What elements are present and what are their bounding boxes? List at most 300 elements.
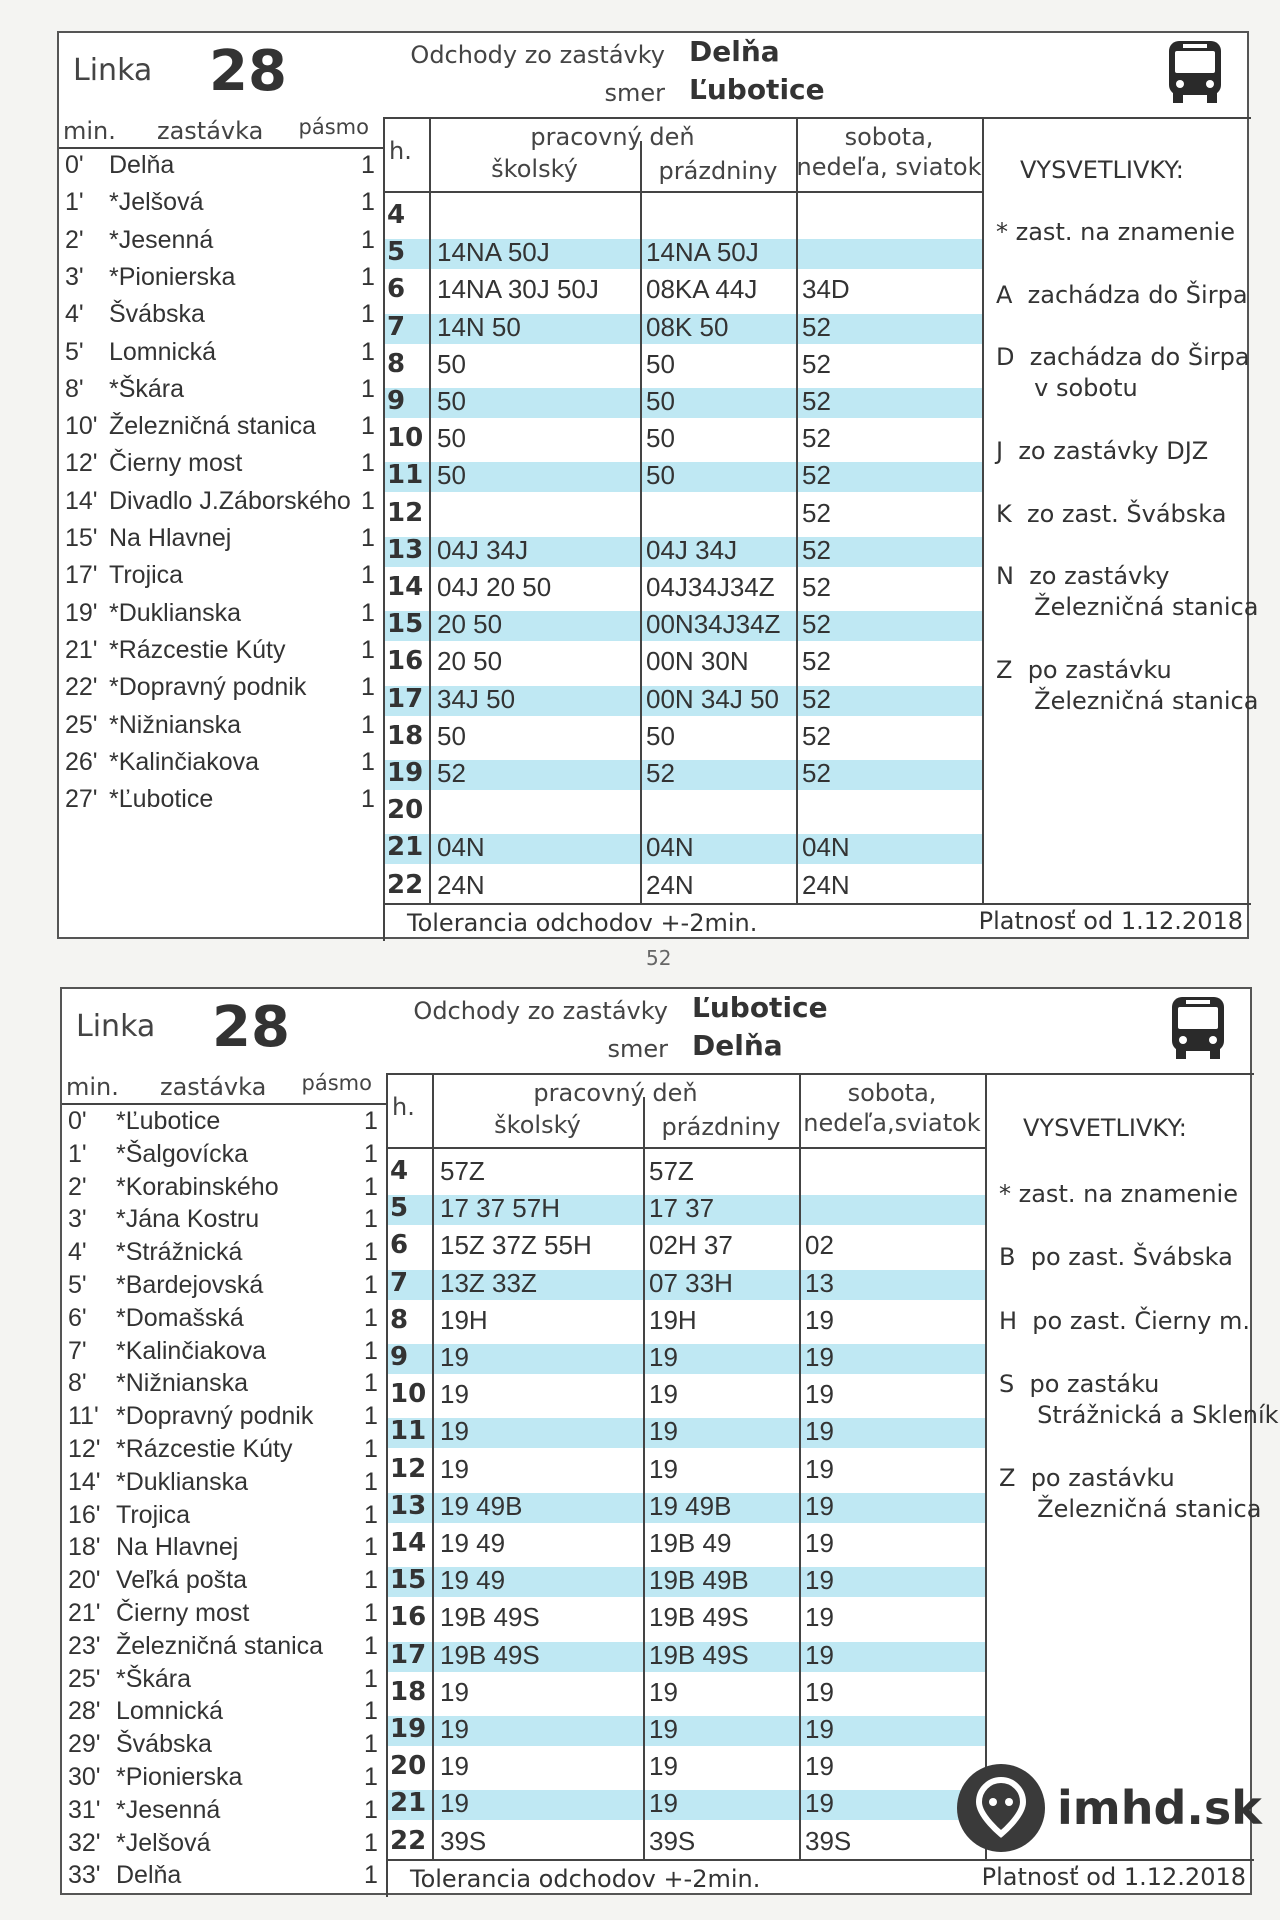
- timetable-row: [383, 458, 982, 495]
- weekend-departures: 52: [802, 646, 831, 677]
- hour-cell: 15: [390, 1565, 427, 1596]
- workday-header: pracovný deň: [533, 1079, 698, 1107]
- stop-name: *Korabinského: [116, 1172, 279, 1201]
- holiday-departures: 00N 34J 50: [646, 683, 779, 714]
- hour-cell: 12: [390, 1453, 427, 1484]
- holiday-departures: 50: [646, 720, 675, 751]
- legend-item: Z po zastávku Železničná stanica: [996, 656, 1259, 715]
- hour-cell: 13: [387, 534, 424, 565]
- page-number: 52: [646, 946, 672, 970]
- stop-zone: 1: [364, 1139, 378, 1168]
- weekend-departures: 19: [805, 1379, 834, 1410]
- school-departures: 50: [437, 348, 466, 379]
- stop-minute: 20': [68, 1566, 101, 1595]
- workday-header: pracovný deň: [530, 123, 695, 151]
- validity-date: Platnosť od 1.12.2018: [978, 907, 1243, 935]
- school-departures: 14N 50: [437, 311, 521, 342]
- weekend-departures: 52: [802, 497, 831, 528]
- stop-zone: 1: [361, 635, 375, 664]
- stop-minute: 22': [65, 673, 98, 702]
- weekend-departures: 19: [805, 1416, 834, 1447]
- timetable-row: [383, 421, 982, 458]
- school-departures: 19H: [440, 1304, 488, 1335]
- stop-zone: 1: [364, 1336, 378, 1365]
- weekend-departures: 34D: [802, 274, 850, 305]
- tolerance-note: Tolerancia odchodov +-2min.: [407, 909, 758, 937]
- stop-zone: 1: [364, 1730, 378, 1759]
- line-label: Linka: [76, 1009, 156, 1044]
- timetable-row: [383, 310, 982, 347]
- legend-item: A zachádza do Širpa: [996, 281, 1248, 309]
- weekend-departures: 52: [802, 423, 831, 454]
- stop-minute: 28': [68, 1697, 101, 1726]
- timetable-row: [386, 1377, 985, 1414]
- weekend-header-2: nedeľa, sviatok: [796, 153, 982, 181]
- hour-cell: 10: [387, 423, 424, 454]
- stop-name: *Jána Kostru: [116, 1205, 260, 1234]
- weekend-header-1: sobota,: [847, 1079, 937, 1107]
- imhd-brand-logo[interactable]: [955, 1762, 1262, 1854]
- stop-minute: 5': [68, 1271, 87, 1299]
- stop-name: *Dopravný podnik: [109, 673, 307, 702]
- stop-header-divider: [59, 147, 383, 149]
- stop-zone: 1: [361, 412, 375, 441]
- holiday-header: prázdniny: [658, 157, 778, 185]
- direction-label: smer: [607, 1035, 668, 1063]
- stop-name: *Dopravný podnik: [116, 1402, 314, 1431]
- stop-name: Delňa: [109, 151, 175, 179]
- timetable-row: [383, 384, 982, 421]
- hour-cell: 8: [390, 1304, 409, 1335]
- holiday-departures: 00N34J34Z: [646, 609, 781, 640]
- timetable-lubotice-to-delna: [60, 987, 1279, 1895]
- school-departures: 57Z: [440, 1156, 485, 1186]
- holiday-departures: 04N: [646, 832, 694, 863]
- school-departures: 19: [440, 1453, 469, 1484]
- stop-zone: 1: [364, 1795, 378, 1824]
- stop-name: Lomnická: [109, 337, 216, 366]
- stop-zone: 1: [364, 1172, 378, 1201]
- timetable-row: [383, 644, 982, 681]
- stop-minute: 25': [65, 710, 98, 739]
- stop-zone: 1: [361, 747, 375, 776]
- hour-cell: 9: [390, 1342, 409, 1372]
- departures-label: Odchody zo zastávky: [410, 41, 665, 69]
- timetable-row: [386, 1563, 985, 1600]
- weekend-departures: 13: [805, 1267, 834, 1298]
- stop-name: Železničná stanica: [109, 412, 317, 441]
- school-departures: 04J 20 50: [437, 572, 552, 602]
- holiday-departures: 14NA 50J: [646, 237, 759, 268]
- stop-header-zone: pásmo: [298, 115, 369, 139]
- legend-divider: [982, 117, 984, 903]
- stop-header-min: min.: [63, 117, 116, 145]
- weekend-departures: 39S: [805, 1825, 852, 1856]
- line-label: Linka: [73, 53, 153, 88]
- timetable-row: [386, 1600, 985, 1637]
- stop-name: Železničná stanica: [116, 1631, 324, 1660]
- stop-name: Na Hlavnej: [116, 1533, 239, 1562]
- timetable-row: [383, 533, 982, 570]
- stop-zone: 1: [361, 300, 375, 329]
- school-departures: 15Z 37Z 55H: [440, 1230, 592, 1261]
- hour-header: h.: [392, 1093, 415, 1121]
- stop-minute: 18': [68, 1533, 101, 1562]
- legend-item: * zast. na znamenie: [999, 1180, 1238, 1208]
- stop-minute: 10': [65, 412, 98, 441]
- school-departures: 50: [437, 720, 466, 751]
- validity-date: Platnosť od 1.12.2018: [981, 1863, 1246, 1891]
- timetable-row: [383, 198, 982, 235]
- stop-name: Trojica: [116, 1500, 191, 1529]
- school-departures: 14NA 50J: [437, 237, 550, 268]
- school-departures: 19: [440, 1714, 469, 1744]
- weekend-departures: 52: [802, 572, 831, 602]
- holiday-departures: 19: [649, 1342, 678, 1372]
- stop-minute: 33': [68, 1861, 101, 1890]
- holiday-departures: 50: [646, 460, 675, 491]
- stop-minute: 17': [65, 561, 98, 590]
- timetable-row: [386, 1191, 985, 1228]
- stop-zone: 1: [364, 1435, 378, 1463]
- holiday-departures: 19: [649, 1379, 678, 1410]
- hour-cell: 17: [390, 1639, 427, 1670]
- hour-cell: 18: [390, 1676, 427, 1707]
- holiday-departures: 19B 49S: [649, 1639, 749, 1670]
- stop-minute: 2': [68, 1172, 87, 1201]
- stop-header-zone: pásmo: [301, 1071, 372, 1095]
- hour-cell: 4: [387, 200, 406, 230]
- holiday-departures: 08KA 44J: [646, 274, 758, 305]
- stop-minute: 12': [65, 449, 98, 478]
- weekend-departures: 19: [805, 1304, 834, 1335]
- holiday-departures: 00N 30N: [646, 646, 749, 677]
- holiday-departures: 19: [649, 1676, 678, 1707]
- holiday-departures: 17 37: [649, 1193, 715, 1224]
- stop-zone: 1: [364, 1631, 378, 1660]
- hour-cell: 7: [387, 311, 406, 342]
- school-departures: 17 37 57H: [440, 1193, 560, 1224]
- stop-minute: 2': [65, 225, 84, 254]
- timetable-row: [386, 1489, 985, 1526]
- weekend-departures: 19: [805, 1788, 834, 1819]
- hour-cell: 22: [390, 1825, 427, 1856]
- stop-minute: 1': [65, 188, 84, 217]
- stop-minute: 30': [68, 1763, 101, 1791]
- stop-name: Na Hlavnej: [109, 524, 232, 552]
- stop-minute: 14': [65, 486, 98, 515]
- holiday-departures: 02H 37: [649, 1230, 733, 1261]
- stop-name: Čierny most: [109, 449, 243, 478]
- stop-name: *Jelšová: [109, 188, 204, 217]
- line-number: 28: [209, 39, 287, 104]
- legend-item: J zo zastávky DJZ: [996, 437, 1209, 465]
- stop-minute: 21': [65, 635, 98, 664]
- timetable-row: [386, 1303, 985, 1340]
- direction-stop: Ľubotice: [689, 73, 825, 106]
- stop-zone: 1: [361, 598, 375, 627]
- hour-cell: 12: [387, 497, 424, 528]
- stop-minute: 1': [68, 1139, 87, 1168]
- stop-zone: 1: [361, 710, 375, 739]
- stop-name: *Rázcestie Kúty: [116, 1435, 293, 1463]
- weekend-departures: 52: [802, 683, 831, 714]
- timetable-row: [383, 793, 982, 830]
- hour-cell: 22: [387, 869, 424, 900]
- stop-name: Švábska: [116, 1730, 212, 1759]
- school-departures: 34J 50: [437, 683, 516, 714]
- holiday-departures: 19: [649, 1788, 678, 1819]
- hour-cell: 5: [387, 237, 406, 268]
- hour-header: h.: [389, 137, 412, 165]
- stop-zone: 1: [361, 673, 375, 702]
- hour-cell: 4: [390, 1156, 409, 1186]
- legend-item: H po zast. Čierny m.: [999, 1307, 1251, 1335]
- school-departures: 50: [437, 423, 466, 454]
- timetable-row: [383, 719, 982, 756]
- hour-cell: 11: [387, 460, 424, 491]
- stop-zone: 1: [361, 262, 375, 291]
- stop-zone: 1: [361, 337, 375, 366]
- stop-zone: 1: [364, 1861, 378, 1890]
- timetable-row: [386, 1749, 985, 1786]
- hour-cell: 21: [390, 1788, 427, 1819]
- school-departures: 19: [440, 1676, 469, 1707]
- stop-zone: 1: [364, 1107, 378, 1135]
- stop-name: Švábska: [109, 300, 205, 329]
- timetable-row: [386, 1638, 985, 1675]
- stop-zone: 1: [364, 1763, 378, 1791]
- stop-name: *Pionierska: [116, 1763, 243, 1791]
- imhd-logo-icon: [955, 1762, 1047, 1854]
- stop-minute: 0': [68, 1107, 87, 1135]
- hour-cell: 15: [387, 609, 424, 640]
- stop-minute: 3': [65, 262, 84, 291]
- stop-zone: 1: [361, 225, 375, 254]
- school-departures: 13Z 33Z: [440, 1267, 537, 1298]
- school-departures: 50: [437, 460, 466, 491]
- stop-zone: 1: [364, 1369, 378, 1398]
- stop-minute: 11': [68, 1402, 99, 1431]
- stop-zone: 1: [364, 1828, 378, 1857]
- hour-cell: 20: [387, 795, 424, 826]
- timetable-row: [386, 1824, 985, 1861]
- stop-header-min: min.: [66, 1073, 119, 1101]
- legend-divider: [985, 1073, 987, 1859]
- stop-zone: 1: [361, 486, 375, 515]
- school-departures: 19: [440, 1788, 469, 1819]
- holiday-departures: 07 33H: [649, 1267, 733, 1298]
- hour-cell: 17: [387, 683, 424, 714]
- legend-item: S po zastáku Strážnická a Skleník: [999, 1370, 1279, 1429]
- weekend-departures: 52: [802, 534, 831, 565]
- stop-name: Čierny most: [116, 1599, 250, 1627]
- legend-title: VYSVETLIVKY:: [1020, 156, 1184, 184]
- hour-cell: 19: [390, 1714, 427, 1744]
- holiday-departures: 19: [649, 1714, 678, 1744]
- hour-cell: 14: [387, 572, 424, 602]
- stop-name: *Domašská: [116, 1303, 244, 1332]
- stop-zone: 1: [361, 524, 375, 552]
- direction-stop: Delňa: [692, 1029, 783, 1062]
- stop-minute: 3': [68, 1205, 87, 1234]
- school-departures: 52: [437, 758, 466, 788]
- stop-minute: 16': [68, 1500, 101, 1529]
- timetable-row: [386, 1154, 985, 1191]
- hour-cell: 21: [387, 832, 424, 863]
- timetable-row: [386, 1340, 985, 1377]
- timetable-row: [383, 830, 982, 867]
- timetable-row: [383, 347, 982, 384]
- timetable-row: [383, 756, 982, 793]
- stop-zone: 1: [361, 151, 375, 179]
- stop-name: *Jelšová: [116, 1828, 211, 1857]
- stop-zone: 1: [364, 1697, 378, 1726]
- holiday-departures: 50: [646, 348, 675, 379]
- table-header-divider: [383, 191, 982, 193]
- school-departures: 19: [440, 1751, 469, 1782]
- timetable-delna-to-lubotice: [57, 31, 1259, 939]
- legend-item: N zo zastávky Železničná stanica: [996, 562, 1259, 621]
- school-departures: 24N: [437, 869, 485, 900]
- stop-minute: 29': [68, 1730, 101, 1759]
- tolerance-note: Tolerancia odchodov +-2min.: [410, 1865, 761, 1893]
- stop-name: *Duklianska: [116, 1467, 249, 1496]
- weekend-header-1: sobota,: [844, 123, 934, 151]
- holiday-departures: 19: [649, 1751, 678, 1782]
- direction-label: smer: [604, 79, 665, 107]
- from-stop: Delňa: [689, 35, 780, 68]
- stop-name: *Duklianska: [109, 598, 242, 627]
- timetable-row: [383, 868, 982, 905]
- holiday-departures: 50: [646, 423, 675, 454]
- school-departures: 19 49: [440, 1528, 506, 1558]
- holiday-departures: 52: [646, 758, 675, 788]
- timetable-row: [383, 682, 982, 719]
- school-departures: 20 50: [437, 646, 503, 677]
- stop-minute: 27': [65, 785, 98, 814]
- weekend-departures: 19: [805, 1602, 834, 1633]
- weekend-departures: 52: [802, 758, 831, 788]
- weekend-departures: 52: [802, 460, 831, 491]
- stop-name: *Jesenná: [116, 1795, 221, 1824]
- weekend-departures: 52: [802, 386, 831, 416]
- weekend-header-2: nedeľa,sviatok: [803, 1109, 981, 1137]
- stop-minute: 26': [65, 747, 98, 776]
- school-departures: 19: [440, 1416, 469, 1447]
- hour-cell: 6: [387, 274, 406, 305]
- holiday-departures: 04J 34J: [646, 534, 738, 565]
- hour-cell: 6: [390, 1230, 409, 1261]
- stop-zone: 1: [364, 1664, 378, 1693]
- stop-name: *Ľubotice: [109, 785, 214, 814]
- timetable-row: [386, 1526, 985, 1563]
- school-departures: 50: [437, 386, 466, 416]
- weekend-departures: 19: [805, 1453, 834, 1484]
- timetable-row: [383, 235, 982, 272]
- stop-zone: 1: [361, 785, 375, 814]
- weekend-departures: 19: [805, 1565, 834, 1596]
- holiday-departures: 08K 50: [646, 311, 729, 342]
- stop-zone: 1: [364, 1402, 378, 1431]
- weekend-departures: 19: [805, 1528, 834, 1558]
- timetable-row: [386, 1414, 985, 1451]
- stop-zone: 1: [364, 1238, 378, 1267]
- weekend-departures: 24N: [802, 869, 850, 900]
- hour-cell: 18: [387, 720, 424, 751]
- stop-zone: 1: [361, 374, 375, 403]
- stop-header-stop: zastávka: [157, 117, 264, 145]
- school-departures: 19B 49S: [440, 1639, 540, 1670]
- legend-item: B po zast. Švábska: [999, 1243, 1233, 1271]
- stop-minute: 8': [68, 1369, 87, 1398]
- timetable-row: [386, 1786, 985, 1823]
- weekend-departures: 19: [805, 1342, 834, 1372]
- stop-name: *Strážnická: [116, 1238, 243, 1267]
- stop-name: *Šalgovícka: [116, 1139, 249, 1168]
- hour-cell: 5: [390, 1193, 409, 1224]
- weekend-departures: 02: [805, 1230, 834, 1261]
- stop-name: Delňa: [116, 1861, 182, 1890]
- stop-zone: 1: [364, 1599, 378, 1627]
- stop-zone: 1: [364, 1500, 378, 1529]
- holiday-departures: 19H: [649, 1304, 697, 1335]
- school-header: školský: [491, 155, 578, 183]
- stop-name: *Nižnianska: [116, 1369, 249, 1398]
- timetable-row: [386, 1228, 985, 1265]
- hour-cell: 7: [390, 1267, 409, 1298]
- stop-header-stop: zastávka: [160, 1073, 267, 1101]
- stop-name: *Jesenná: [109, 225, 214, 254]
- stop-minute: 23': [68, 1631, 101, 1660]
- stop-name: *Škára: [116, 1664, 192, 1693]
- stop-minute: 8': [65, 374, 84, 403]
- header-divider: [386, 1073, 1254, 1075]
- stop-minute: 12': [68, 1435, 101, 1463]
- school-departures: 39S: [440, 1825, 487, 1856]
- stop-zone: 1: [364, 1303, 378, 1332]
- school-departures: 19 49B: [440, 1490, 523, 1521]
- legend-item: Z po zastávku Železničná stanica: [999, 1464, 1262, 1523]
- hour-cell: 16: [387, 646, 424, 677]
- stop-zone: 1: [364, 1533, 378, 1562]
- legend-item: D zachádza do Širpa v sobotu: [996, 343, 1250, 402]
- stop-minute: 7': [68, 1336, 87, 1365]
- school-departures: 19B 49S: [440, 1602, 540, 1633]
- hour-cell: 19: [387, 758, 424, 788]
- hour-cell: 14: [390, 1528, 427, 1558]
- holiday-departures: 19B 49B: [649, 1565, 749, 1596]
- bus-icon: [1165, 39, 1225, 109]
- holiday-departures: 39S: [649, 1825, 696, 1856]
- stop-name: *Rázcestie Kúty: [109, 635, 286, 664]
- holiday-departures: 24N: [646, 869, 694, 900]
- stop-zone: 1: [361, 188, 375, 217]
- stop-minute: 4': [68, 1238, 87, 1267]
- school-departures: 04J 34J: [437, 534, 529, 565]
- legend-title: VYSVETLIVKY:: [1023, 1114, 1187, 1142]
- holiday-departures: 19 49B: [649, 1490, 732, 1521]
- departures-label: Odchody zo zastávky: [413, 997, 668, 1025]
- stop-name: Veľká pošta: [116, 1566, 247, 1595]
- stop-name: *Kalinčiakova: [116, 1336, 267, 1365]
- weekend-departures: 19: [805, 1676, 834, 1707]
- weekend-departures: 52: [802, 348, 831, 379]
- weekend-departures: 19: [805, 1639, 834, 1670]
- stop-minute: 15': [65, 524, 98, 552]
- from-stop: Ľubotice: [692, 991, 828, 1024]
- holiday-departures: 19: [649, 1416, 678, 1447]
